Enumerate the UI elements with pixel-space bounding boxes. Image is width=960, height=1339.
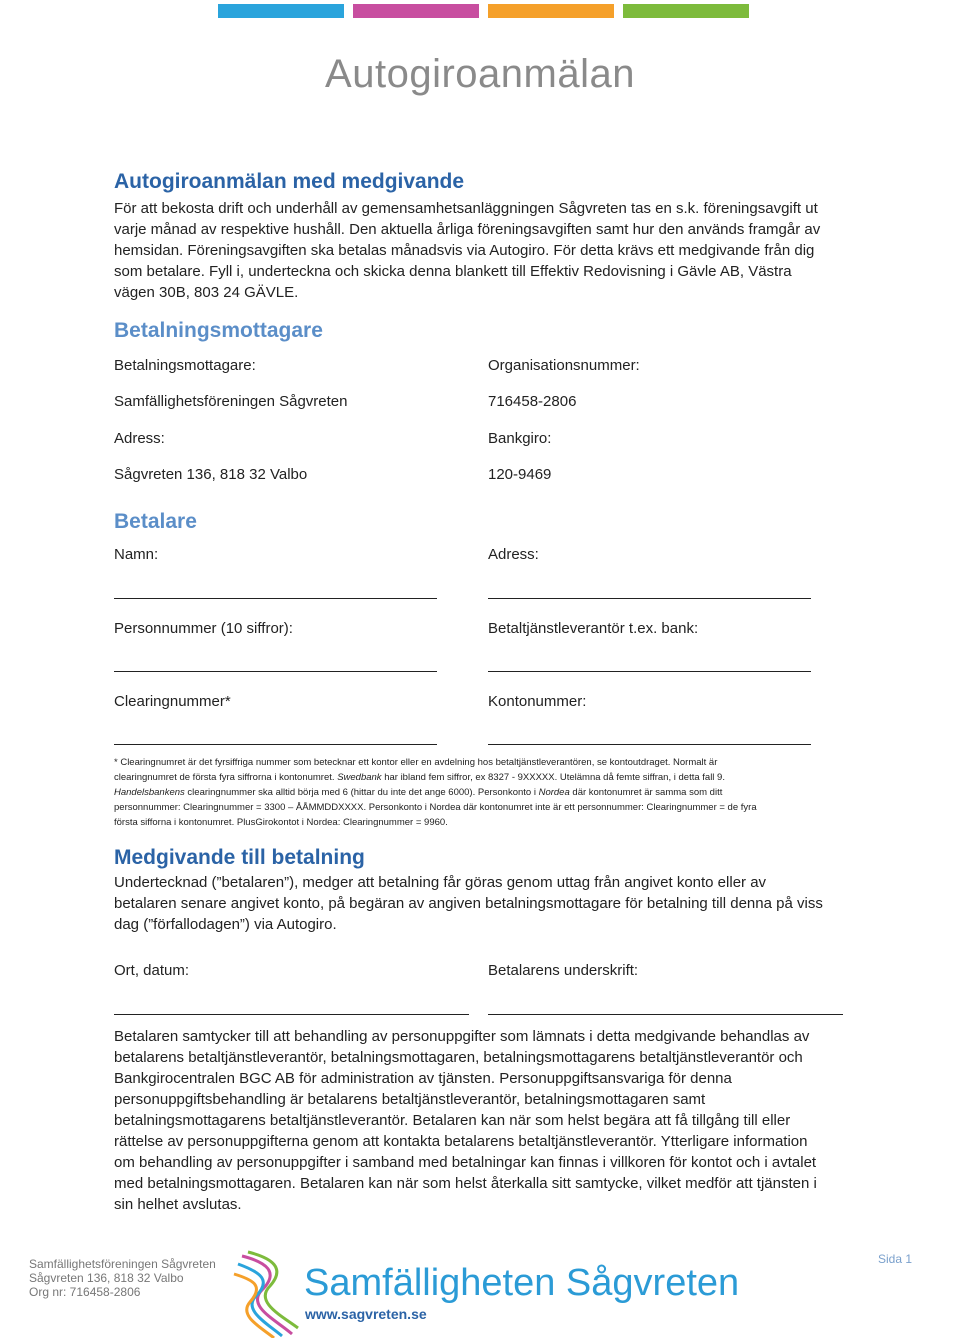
footnote-bank-name: Handelsbankens [114,787,185,798]
gdpr-line: om behandling av personuppgifter i samband med betalningar kan finnas i villkoren för kontot och i avtalet [114,1154,817,1171]
footer-organization [29,1257,216,1299]
account-number-label: Kontonummer: [488,693,587,710]
payer-name-label: Namn: [114,546,159,563]
footnote-bank-name: Swedbank [337,772,382,783]
org-number-label: Organisationsnummer: [488,357,640,374]
gdpr-text [114,1026,844,1215]
color-bar-green [623,4,749,18]
personal-number-field[interactable] [114,671,437,672]
intro-heading: Autogiroanmälan med medgivande [114,170,465,193]
footnote-text: clearingnummer ska alltid börja med 6 (hittar du inte det ange 6000). Personkonto i [184,787,539,798]
recipient-name-label: Betalningsmottagare: [114,357,256,374]
footnote-line: första sifforna i kontonumret. PlusGirokontot i Nordea: Clearingnummer = 9960. [114,817,448,828]
footnote-text: clearingnumret de första fyra siffrorna i kontonumret. [114,772,338,783]
bankgiro-value: 120-9469 [488,466,552,483]
intro-line: hemsidan. Föreningsavgiften ska betalas månadsvis via Autogiro. För detta krävs ett medgivande från dig [114,242,815,259]
recipient-address-value: Sågvreten 136, 818 32 Valbo [114,466,308,483]
color-bar-magenta [353,4,479,18]
gdpr-line: betalningsmottagarens betaltjänstleverantör. Betalaren kan när som helst begära att få tillgång till eller [114,1112,791,1129]
recipient-name-value: Samfällighetsföreningen Sågvreten [114,393,348,410]
gdpr-line: sin helhet avslutas. [114,1196,242,1213]
consent-heading: Medgivande till betalning [114,846,365,869]
brand-logo [232,1250,752,1338]
gdpr-line: Betalaren samtycker till att behandling av personuppgifter som lämnats i detta medgivande behandlas av [114,1028,810,1045]
footer-org-name: Samfällighetsföreningen Sågvreten [29,1257,216,1271]
org-number-value: 716458-2806 [488,393,577,410]
consent-text [114,872,844,935]
gdpr-line: Bankgirocentralen BGC AB för administration av tjänsten. Personuppgiftsansvariga för denna [114,1070,732,1087]
footnote-text: där kontonumret är samma som ditt [569,787,723,798]
payer-name-field[interactable] [114,598,437,599]
footnote-line [114,770,834,785]
place-date-field[interactable] [114,1014,469,1015]
footnote-bank-name: Nordea [538,787,570,798]
consent-line: betalaren senare angivet konto, på begäran av angiven betalningsmottagare för betalning till denna på viss [114,895,823,912]
intro-line: För att bekosta drift och underhåll av gemensamhetsanläggningen Sågvreten tas en s.k. föreningsavgift ut [114,200,818,217]
clearing-footnote [114,755,834,830]
payment-provider-field[interactable] [488,671,811,672]
gdpr-line: med betalningsmottagaren. Betalaren kan när som helst återkalla sitt samtycke, vilket medför att tjänsten i [114,1175,817,1192]
page-number: Sida 1 [877,1252,912,1266]
signature-field[interactable] [488,1014,843,1015]
payer-heading: Betalare [114,510,197,533]
color-bar-orange [488,4,614,18]
footnote-text: har ibland fem siffror, ex 8327 - 9XXXXX. Utelämna då femte siffran, i detta fall 9. [381,772,725,783]
footer-org-number: Org nr: 716458-2806 [29,1285,141,1299]
signature-label: Betalarens underskrift: [488,962,639,979]
gdpr-line: rättelse av personuppgifterna genom att kontakta betalarens betaltjänstleverantör. Ytterligare information [114,1133,808,1150]
place-date-label: Ort, datum: [114,962,190,979]
color-bar-blue [218,4,344,18]
payer-address-field[interactable] [488,598,811,599]
logo-url: www.sagvreten.se [305,1306,427,1322]
page-title: Autogiroanmälan [325,52,635,96]
footnote-line: personnummer: Clearingnummer = 3300 – ÅÅMMDDXXXX. Personkonto i Nordea där kontonumret inte är ett personnummer: Clearingnummer = de fyra [114,802,757,813]
payer-address-label: Adress: [488,546,539,563]
personal-number-label: Personnummer (10 siffror): [114,620,293,637]
consent-line: Undertecknad (”betalaren”), medger att betalning får göras genom uttag från angivet konto eller av [114,874,767,891]
clearing-number-field[interactable] [114,744,437,745]
intro-text [114,198,844,303]
gdpr-line: betalarens betaltjänstleverantör, betalningsmottagaren, betalningsmottagarens betaltjänstleverantör och [114,1049,803,1066]
intro-line: varje månad av respektive hushåll. Den aktuella årliga föreningsavgiften samt hur den används framgår av [114,221,821,238]
footnote-line: * Clearingnumret är det fyrsiffriga nummer som betecknar ett kontor eller en avdelning hos betaltjänstleverantören, se kontoutdraget. Normalt är [114,757,718,768]
gdpr-line: personuppgiftsbehandling är betalarens betaltjänstleverantör, betalningsmottagaren samt [114,1091,706,1108]
consent-line: dag (”förfallodagen”) via Autogiro. [114,916,337,933]
logo-wordmark: Samfälligheten Sågvreten [304,1262,740,1304]
footer-org-address: Sågvreten 136, 818 32 Valbo [29,1271,184,1285]
intro-line: vägen 30B, 803 24 GÄVLE. [114,284,299,301]
intro-line: som betalare. Fyll i, underteckna och skicka denna blankett till Effektiv Redovisning i Gävle AB, Västra [114,263,792,280]
account-number-field[interactable] [488,744,811,745]
clearing-number-label: Clearingnummer* [114,693,231,710]
bankgiro-label: Bankgiro: [488,430,552,447]
recipient-address-label: Adress: [114,430,165,447]
payment-provider-label: Betaltjänstleverantör t.ex. bank: [488,620,699,637]
logo-swirl-icon [232,1250,302,1338]
recipient-heading: Betalningsmottagare [114,319,323,342]
color-bars [218,4,749,18]
footnote-line [114,785,834,800]
